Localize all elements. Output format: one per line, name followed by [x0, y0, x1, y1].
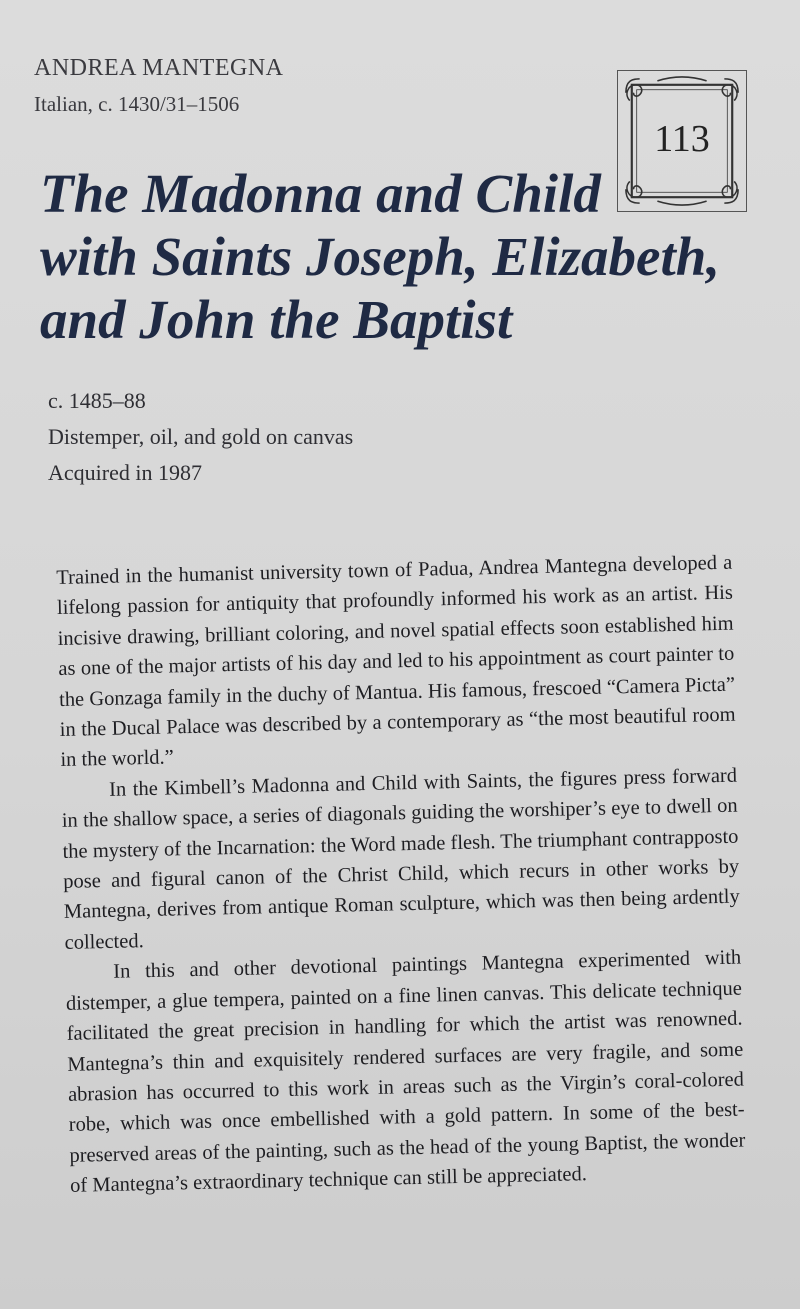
description-paragraph: In this and other devotional paintings Mantegna experimented with distemper, a glue tempera, painted on a fine linen canvas. This delicate technique facilitated the great precision in handling for which the artist was renowned. Mantegna’s thin and exquisitely rendered surfaces are very fragile, and some abrasion has occurred to this work in areas such as the Virgin’s coral-colored robe, which was once embellished with a gold pattern. In some of the best-preserved areas of the painting, such as the head of the young Baptist, the wonder of Mantegna’s extraordinary technique can still be appreciated. — [65, 946, 746, 1197]
title-line: with Saints Joseph, Elizabeth, — [40, 226, 721, 287]
description-paragraph: Trained in the humanist university town of Padua, Andrea Mantegna developed a lifelong passion for antiquity that profoundly informed his work as an artist. His incisive drawing, brilliant coloring, and novel spatial effects soon established him as one of the major artists of his day and led to his appointment as court painter to the Gonzaga family in the duchy of Mantua. His famous, frescoed “Camera Picta” in the Ducal Palace was described by a contemporary as “the most beautiful room in the world.” — [56, 551, 736, 772]
title-line: and John the Baptist — [40, 289, 513, 350]
artwork-medium: Distemper, oil, and gold on canvas — [48, 424, 354, 449]
title-line: The Madonna and Child — [40, 163, 601, 224]
artwork-title — [40, 162, 740, 351]
description-paragraph: In the Kimbell’s Madonna and Child with Saints, the figures press forward in the shallow space, a series of diagonals guiding the worshiper’s eye to dwell on the mystery of the Incarnation: the Word made flesh. The triumphant contrapposto pose and figural canon of the Christ Child, which recurs in other works by Mantegna, derives from antique Roman sculpture, which was then being ardently collected. — [61, 764, 741, 954]
artwork-date: c. 1485–88 — [48, 388, 146, 413]
artist-name: ANDREA MANTEGNA — [34, 55, 284, 81]
acquisition-year: Acquired in 1987 — [48, 460, 202, 485]
catalog-number: 113 — [654, 118, 710, 160]
artwork-details — [48, 383, 353, 491]
artist-nationality-dates: Italian, c. 1430/31–1506 — [34, 92, 240, 116]
description-text — [56, 548, 746, 1202]
